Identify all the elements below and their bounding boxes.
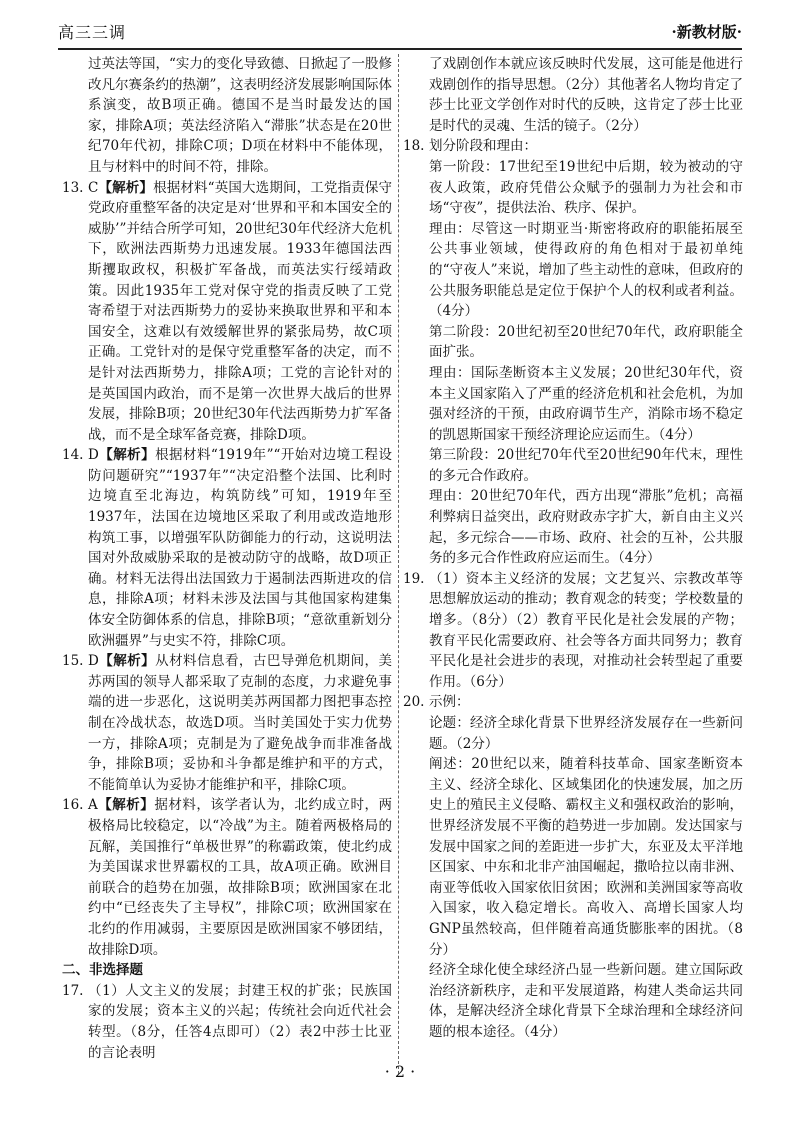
answer-text: 根据材料“英国大选期间，工党指责保守党政府重整军备的决定是对‘世界和平和本国安全的威胁’”并结合所学可知，20世纪30年代经济大危机下，欧洲法西斯势力迅速发展。1933年德国法西斯攫取政权，积极扩军备战，而英法实行绥靖政策。因此1935年工党对保守党的指责反映了工党寄希望于对法西斯势力的妥协来换取世界和平和本国安全，这难以有效缓解世界的紧张局势，故C项正确。工党针对的是保守党重整军备的决定，而不是针对法西斯势力，排除A项；工党的言论针对的是英国国内政治，而不是第一次世界大战后的世界发展，排除B项；20世纪30年代法西斯势力扩军备战，而不是全球军备竞赛，排除D项。 [88,179,393,443]
question-number: 16. [62,797,84,814]
right-column [403,54,743,1043]
left-column [62,54,392,1063]
answer-text: （1）人文主义的发展；封建王权的扩张；民族国家的发展；资本主义的兴起；传统社会向近代社会转型。（8分，任答4点即可）（2）表2中莎士比亚的言论表明 [88,982,392,1061]
answer-heading: 示例： [429,694,470,711]
answer-19 [403,569,743,693]
analysis-tag: 【解析】 [97,797,155,814]
stage-2: 第二阶段：20世纪初至20世纪70年代，政府职能全面扩张。 [429,323,743,361]
thesis: 论题：经济全球化背景下世界经济发展存在一些新问题。（2分） [429,715,743,752]
answer-text: 根据材料“1919年”“开始对边境工程设防问题研究”“1937年”“决定沿整个法国、比利时边境直至北海边，构筑防线”可知，1919年至1937年，法国在边境地区采取了利用或改造地形构筑工事，以增强军队防御能力的行动，这说明法国对外敌威胁采取的是被动防守的战略，故D项正确。材料无法得出法国致力于遏制法西斯进攻的信息，排除A项；材料未涉及法国与其他国家构建集体安全防御体系的信息，排除B项；“意欲重新划分欧洲疆界”与史实不符，排除C项。 [88,447,392,649]
conclusion: 经济全球化使全球经济凸显一些新问题。建立国际政治经济新秩序，走和平发展道路，构建人类命运共同体，是解决经济全球化背景下全球治理和全球经济问题的根本途径。（4分） [429,962,743,1040]
answer-16 [62,795,392,960]
answer-20 [403,692,743,1042]
question-number: 19. [403,570,425,587]
analysis-tag: 【解析】 [98,179,154,196]
question-number: 13. [62,179,84,196]
answer-choice: D [88,653,99,670]
edition-label: ·新教材版· [671,23,742,41]
answer-15 [62,651,392,795]
header-title: 高三三调 [58,23,127,42]
analysis-tag: 【解析】 [98,447,156,464]
section-title: 二、非选择题 [62,962,143,979]
page-number: · 2 · [384,1062,416,1081]
stage-1-reason: 理由：尽管这一时期亚当·斯密将政府的职能拓展至公共事业领域，使得政府的角色相对于最初单纯的“守夜人”来说，增加了些主动性的意味，但政府的公共服务职能总是定位于保护个人的权利或者利益。（4分） [429,220,743,320]
answer-18 [403,136,743,568]
answer-choice: A [88,797,98,814]
stage-3: 第三阶段：20世纪70年代至20世纪90年代末，理性的多元合作政府。 [429,447,743,484]
answer-13 [62,178,392,446]
answer-text: 从材料信息看，古巴导弹危机期间，美苏两国的领导人都采取了克制的态度，力求避免事端的进一步恶化，这说明美苏两国都力图把事态控制在冷战状态，故选D项。当时美国处于实力优势一方，排除A项；克制是为了避免战争而非准备战争，排除B项；妥协和斗争都是维护和平的方式，不能简单认为妥协才能维护和平，排除C项。 [88,653,393,793]
question-number: 20. [403,694,425,711]
question-number: 14. [62,447,84,464]
continued-answer-17: 了戏剧创作本就应该反映时代发展，这可能是他进行戏剧创作的指导思想。（2分）其他著名人物均肯定了莎士比亚文学创作对时代的反映，这肯定了莎士比亚是时代的灵魂、生活的镜子。（2分） [429,56,743,134]
answer-text: 据材料，该学者认为，北约成立时，两极格局比较稳定，以“冷战”为主。随着两极格局的瓦解，美国推行“单极世界”的称霸政策，使北约成为美国谋求世界霸权的工具，故A项正确。欧洲目前联合的趋势在加强，故排除B项；欧洲国家在北约中“已经丧失了主导权”，排除C项；欧洲国家在北约的作用减弱，主要原因是欧洲国家不够团结，故排除D项。 [88,797,393,958]
elaboration: 阐述：20世纪以来，随着科技革命、国家垄断资本主义、经济全球化、区域集团化的快速发展，加之历史上的殖民主义侵略、霸权主义和强权政治的影响，世界经济发展不平衡的趋势进一步加剧。发达国家与发展中国家之间的差距进一步扩大，东亚及太平洋地区国家、中东和北非产油国崛起，撒哈拉以南非洲、南亚等低收入国家依旧贫困；欧洲和美洲国家等高收入国家，收入稳定增长。高收入、高增长国家人均GNP虽然较高，但伴随着高通货膨胀率的困扰。（8分） [429,756,743,958]
answer-choice: C [88,179,99,196]
stage-1: 第一阶段：17世纪至19世纪中后期，较为被动的守夜人政策，政府凭借公众赋予的强制力为社会和市场“守夜”，提供法治、秩序、保护。 [429,158,743,217]
column-divider [398,54,399,1074]
continued-answer-12: 过英法等国，“实力的变化导致德、日掀起了一股修改凡尔赛条约的热潮”，这表明经济发展影响国际体系演变，故B项正确。德国不是当时最发达的国家，排除A项；英法经济陷入“滞胀”状态是在20世纪70年代初，排除C项；D项在材料中不能体现，且与材料中的时间不符，排除。 [88,56,392,175]
question-number: 15. [62,653,84,670]
answer-14 [62,445,392,651]
answer-heading: 划分阶段和理由： [429,138,537,155]
analysis-tag: 【解析】 [98,653,156,670]
page-header [58,18,742,50]
answer-text: （1）资本主义经济的发展；文艺复兴、宗教改革等思想解放运动的推动；教育观念的转变；学校数量的增多。（8分）（2）教育平民化是社会发展的产物；教育平民化需要政府、社会等各方面共同努力；教育平民化是社会进步的表现，对推动社会转型起了重要作用。（6分） [429,570,743,690]
answer-17 [62,981,392,1063]
stage-3-reason: 理由：20世纪70年代，西方出现“滞胀”危机；高福利弊病日益突出，政府财政赤字扩大，新自由主义兴起，多元综合——市场、政府、社会的互补，公共服务的多元合作性政府应运而生。（4分） [429,488,743,567]
answer-choice: D [88,447,99,464]
question-number: 17. [62,982,84,999]
stage-2-reason: 理由：国际垄断资本主义发展；20世纪30年代，资本主义国家陷入了严重的经济危机和社会危机，为加强对经济的干预，由政府调节生产，消除市场不稳定的凯恩斯国家干预经济理论应运而生。（4分） [429,364,743,443]
question-number: 18. [403,138,425,155]
